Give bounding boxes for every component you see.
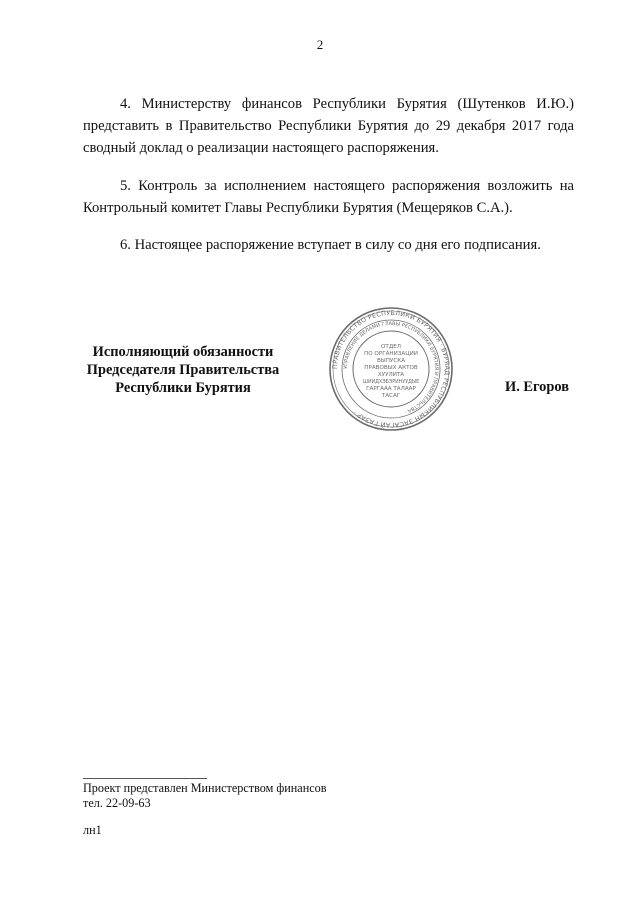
document-code: лн1 <box>83 823 102 837</box>
paragraph-4-line-2: представить в Правительство Республики Бурятия до 29 декабря 2017 года <box>83 118 574 134</box>
footnote-line: тел. 22-09-63 <box>83 796 151 810</box>
seal-center-line: ПО ОРГАНИЗАЦИИ <box>364 351 418 357</box>
paragraph-6-line-1: 6. Настоящее распоряжение вступает в силу со дня его подписания. <box>120 237 541 253</box>
seal-center-line: ХУУЛИТА <box>377 372 405 378</box>
page-number: 2 <box>316 37 324 52</box>
paragraph-4-line-1: 4. Министерству финансов Республики Бурятия (Шутенков И.Ю.) <box>120 96 574 112</box>
seal-center-line: ОТДЕЛ <box>381 344 401 350</box>
footnote-divider <box>83 778 207 779</box>
official-seal <box>328 306 454 432</box>
paragraph-5-line-1: 5. Контроль за исполнением настоящего распоряжения возложить на <box>120 178 574 194</box>
seal-inner-text: УПРАВЛЕНИЕ ДЕЛАМИ ГЛАВЫ РЕСПУБЛИКИ БУРЯТИЯ И ПРАВИТЕЛЬСТВА · <box>342 320 440 415</box>
paragraph-4-line-3: сводный доклад о реализации настоящего распоряжения. <box>83 140 439 156</box>
seal-center-line: ШИИДХЭБЭРИНУУДЫЕ <box>362 380 420 385</box>
signer-name: И. Егоров <box>505 379 569 395</box>
paragraph-5-line-2: Контрольный комитет Главы Республики Бурятия (Мещеряков С.А.). <box>83 200 513 216</box>
seal-center-line: ПРАВОВЫХ АКТОВ <box>364 365 418 371</box>
signer-title-line: Председателя Правительства <box>86 362 280 378</box>
paragraph-4 <box>83 93 574 159</box>
signer-title-line: Исполняющий обязанности <box>92 344 274 360</box>
signer-title <box>83 343 283 397</box>
paragraph-5 <box>83 175 574 219</box>
paragraph-6 <box>83 234 574 256</box>
signer-title-line: Республики Бурятия <box>115 380 251 396</box>
footnote-line: Проект представлен Министерством финансов <box>83 781 327 795</box>
seal-outer-text: ПРАВИТЕЛЬСТВО РЕСПУБЛИКИ БУРЯТИЯ · БУРЯАД РЕСПУБЛИКЫН ЗАСАГАЙ ГАЗАР · <box>330 308 452 430</box>
seal-center-line: ТАСАГ <box>381 393 401 399</box>
footnote <box>83 781 327 811</box>
seal-center-line: ВЫПУСКА <box>376 358 406 364</box>
seal-center-line: ГАРГААА ТАЛААР <box>366 386 416 392</box>
